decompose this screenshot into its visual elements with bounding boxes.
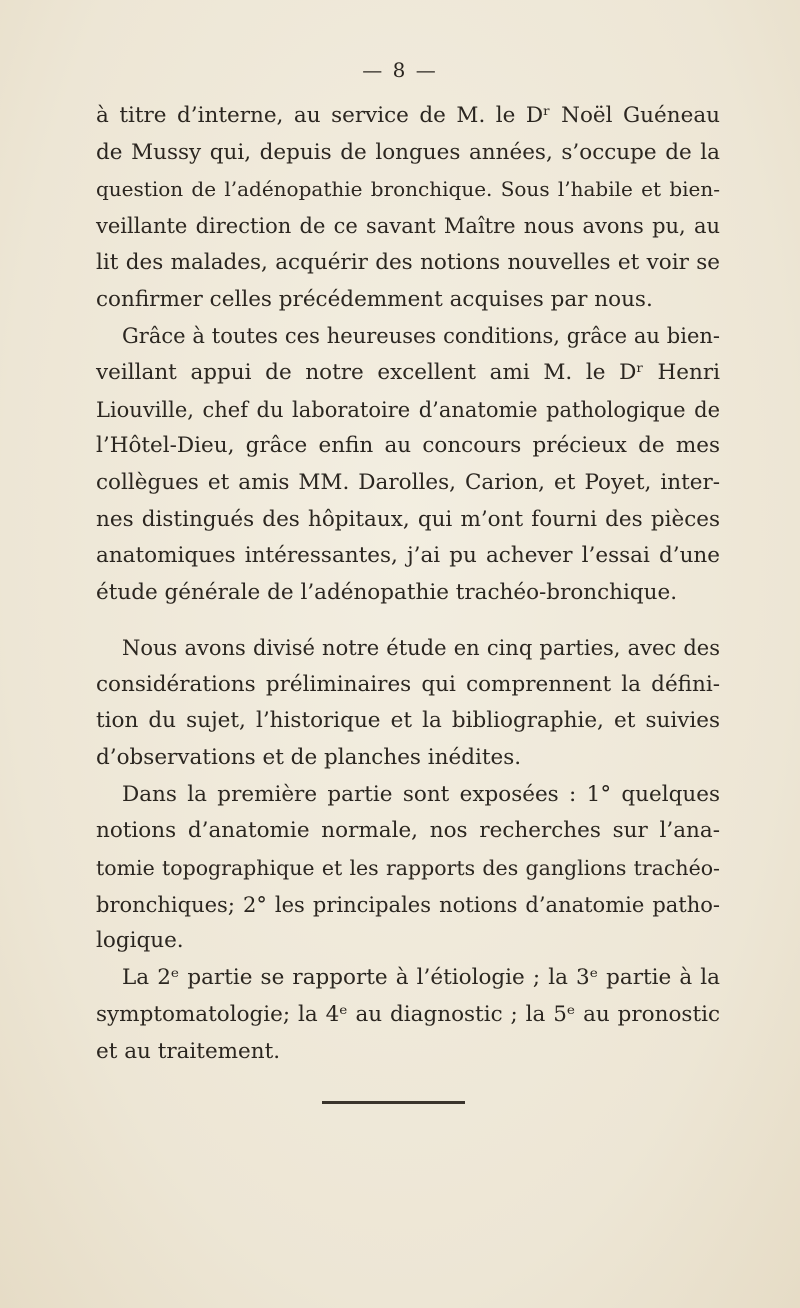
text-line: anatomiques intéressantes, j’ai pu achever l’essai d’une [96,543,720,569]
text-line: nes distingués des hôpitaux, qui m’ont fourni des pièces [96,506,720,532]
text-line: Liouville, chef du laboratoire d’anatomie pathologique de [96,397,720,422]
text-line: logique. [96,928,184,954]
text-line: bronchiques; 2° les principales notions d’anatomie patho- [96,892,720,917]
text-line: lit des malades, acquérir des notions nouvelles et voir se [96,249,720,275]
text-line: question de l’adénopathie bronchique. Sous l’habile et bien- [96,177,720,202]
text-line: tion du sujet, l’historique et la bibliographie, et suivies [96,708,720,734]
text-line: Dans la première partie sont exposées : 1° quelques [122,781,720,807]
text-line: considérations préliminaires qui comprennent la défini- [96,671,720,697]
text-line: l’Hôtel-Dieu, grâce enfin au concours précieux de mes [96,433,720,459]
text-line: Grâce à toutes ces heureuses conditions, grâce au bien- [122,324,720,349]
text-line: Nous avons divisé notre étude en cinq parties, avec des [122,635,720,660]
text-line: tomie topographique et les rapports des ganglions trachéo- [96,856,720,881]
text-line: veillant appui de notre excellent ami M. le Dʳ Henri [96,359,720,385]
text-line: de Mussy qui, depuis de longues années, s’occupe de la [96,139,720,165]
text-line: confirmer celles précédemment acquises par nous. [96,286,653,312]
text-line: symptomatologie; la 4ᵉ au diagnostic ; la 5ᵉ au pronostic [96,1001,720,1027]
section-divider [322,1101,465,1104]
text-line: veillante direction de ce savant Maître nous avons pu, au [96,214,720,239]
text-line: d’observations et de planches inédites. [96,744,522,770]
body-text [96,98,720,1070]
text-line: La 2ᵉ partie se rapporte à l’étiologie ; la 3ᵉ partie à la [122,965,720,991]
text-line: étude générale de l’adénopathie trachéo-bronchique. [96,580,678,606]
page-number: — 8 — [362,58,438,82]
text-line: à titre d’interne, au service de M. le Dʳ Noël Guéneau [96,103,720,128]
text-line: collègues et amis MM. Darolles, Carion, et Poyet, inter- [96,470,720,496]
text-line: notions d’anatomie normale, nos recherches sur l’ana- [96,818,720,844]
text-line: et au traitement. [96,1038,281,1064]
